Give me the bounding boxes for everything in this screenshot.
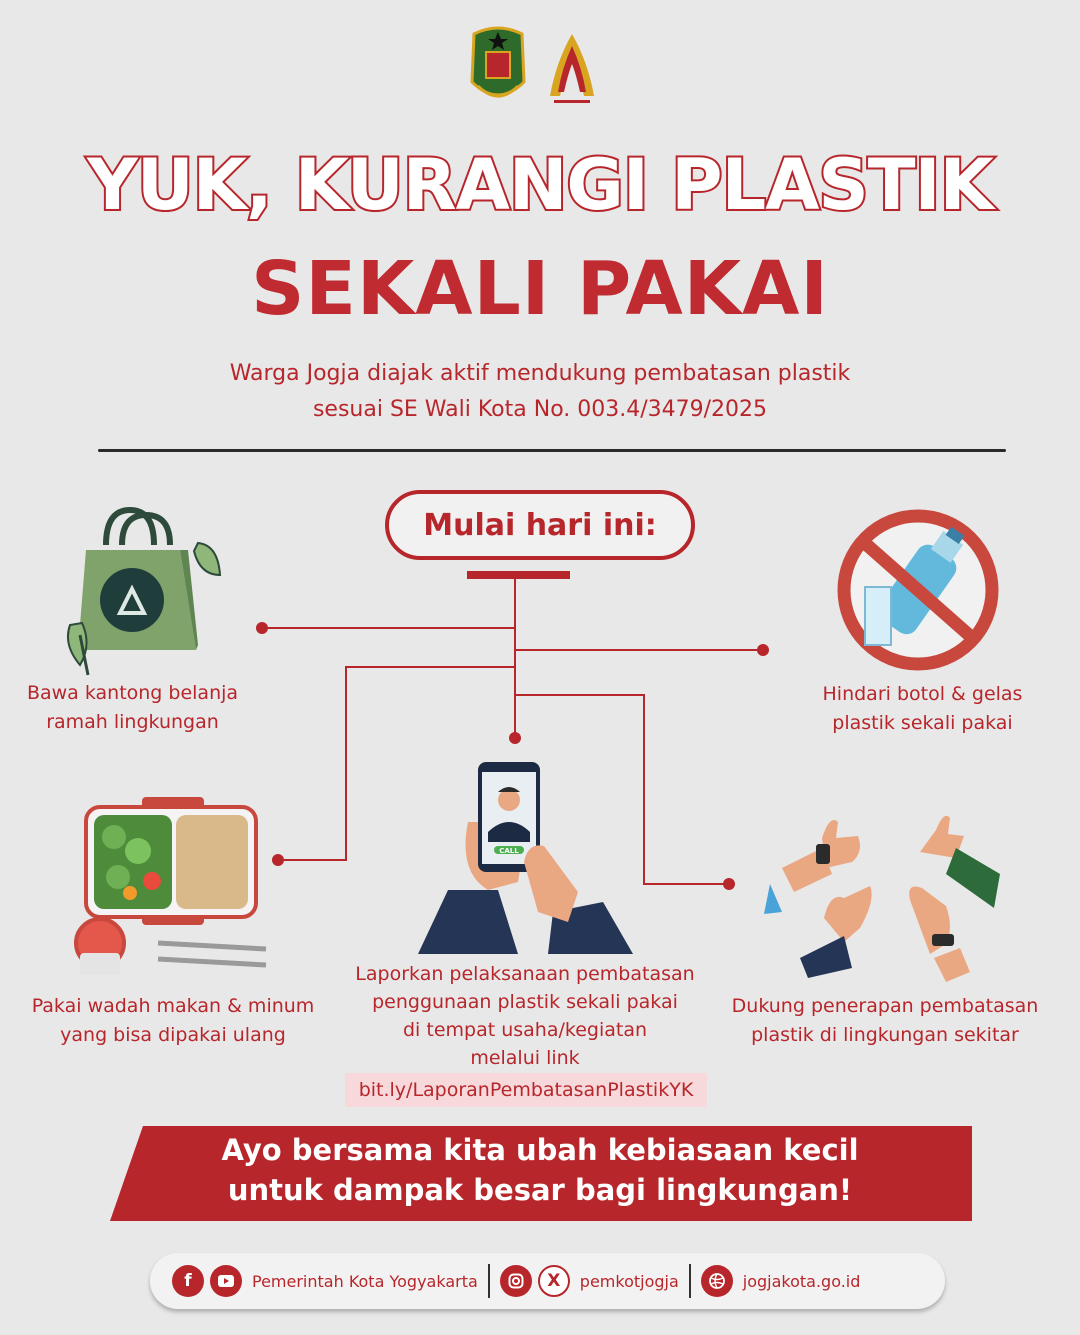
tip-report-line3: di tempat usaha/kegiatan — [402, 1019, 648, 1041]
instagram-icon[interactable] — [500, 1265, 532, 1297]
subtitle-line2: sesuai SE Wali Kota No. 003.4/3479/2025 — [312, 397, 768, 422]
footer-separator — [488, 1264, 490, 1298]
tip-support-line2: plastik di lingkungan sekitar — [751, 1024, 1019, 1046]
main-title-line1: YUK, KURANGI PLASTIK — [87, 144, 993, 226]
social-footer — [150, 1253, 945, 1309]
tip-container-line1: Pakai wadah makan & minum — [31, 995, 315, 1017]
call-to-action-line2: untuk dampak besar bagi lingkungan! — [227, 1173, 853, 1207]
tip-bottle-line1: Hindari botol & gelas — [822, 683, 1023, 705]
tip-report-line1: Laporkan pelaksanaan pembatasan — [355, 963, 695, 985]
tip-bag — [15, 679, 250, 737]
footer-handle[interactable]: pemkotjogja — [579, 1271, 679, 1291]
tip-support-line1: Dukung penerapan pembatasan — [731, 995, 1039, 1017]
tip-report-line2: penggunaan plastik sekali pakai — [372, 991, 678, 1013]
tip-container — [18, 992, 328, 1050]
tip-bottle — [800, 680, 1045, 738]
thumbs-up-hands-icon — [760, 808, 1010, 986]
call-to-action-text — [110, 1130, 970, 1210]
facebook-icon[interactable]: f — [172, 1265, 204, 1297]
globe-icon[interactable] — [701, 1265, 733, 1297]
phone-call-button: CALL — [499, 847, 519, 855]
tip-report-line4: melalui link — [470, 1047, 580, 1069]
report-link[interactable] — [345, 1073, 707, 1107]
tip-report — [330, 960, 720, 1072]
footer-website[interactable]: jogjakota.go.id — [742, 1271, 861, 1291]
subtitle-line1: Warga Jogja diajak aktif mendukung pembatasan plastik — [229, 361, 851, 386]
tip-support — [720, 992, 1050, 1050]
x-twitter-icon[interactable]: X — [538, 1265, 570, 1297]
tip-bottle-line2: plastik sekali pakai — [832, 712, 1013, 734]
footer-separator — [689, 1264, 691, 1298]
tip-bag-line2: ramah lingkungan — [46, 711, 219, 733]
report-link-text[interactable]: bit.ly/LaporanPembatasanPlastikYK — [358, 1079, 694, 1101]
no-plastic-bottle-icon — [833, 505, 1003, 675]
call-to-action-line1: Ayo bersama kita ubah kebiasaan kecil — [221, 1133, 859, 1167]
lunchbox-icon — [70, 795, 275, 980]
phone-call-icon — [418, 762, 633, 957]
tip-bag-line1: Bawa kantong belanja — [26, 682, 239, 704]
footer-city-name[interactable]: Pemerintah Kota Yogyakarta — [252, 1271, 478, 1291]
youtube-icon[interactable] — [210, 1265, 242, 1297]
start-today-label: Mulai hari ini: — [423, 507, 657, 543]
main-title-line2: SEKALI PAKAI — [251, 246, 829, 332]
tip-container-line2: yang bisa dipakai ulang — [60, 1024, 286, 1046]
shopping-bag-icon — [58, 505, 228, 680]
